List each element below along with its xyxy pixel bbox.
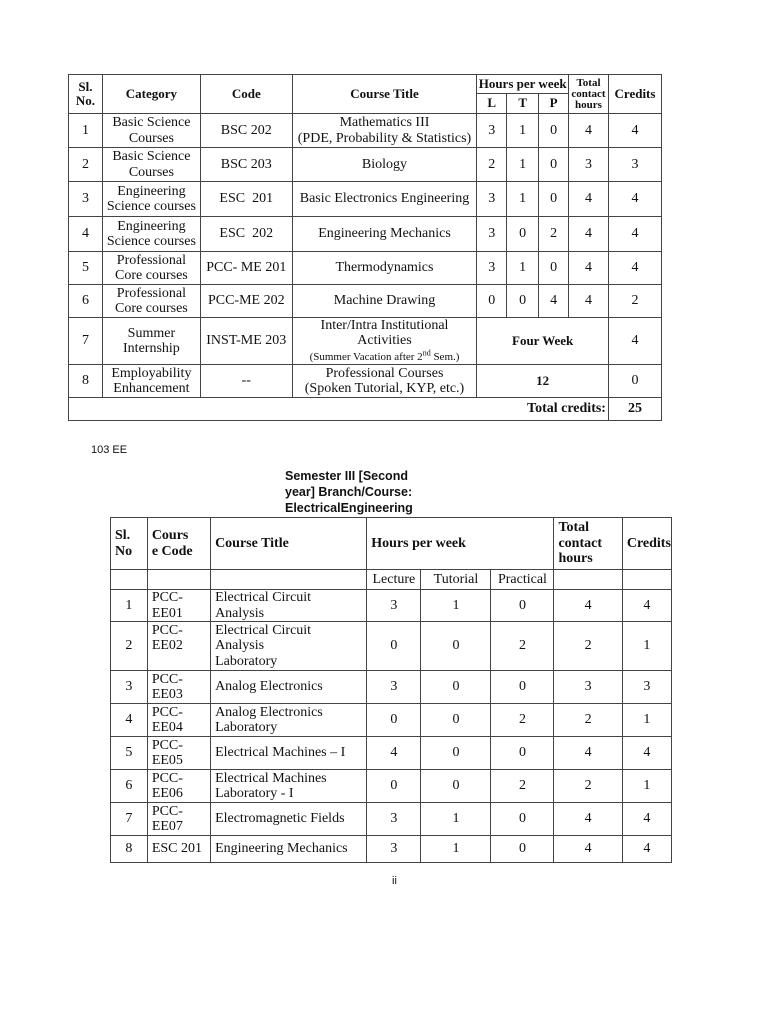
cell-l: 0 (477, 285, 507, 318)
cell-t: 1 (507, 148, 539, 182)
cell-sl: 1 (69, 114, 103, 148)
cell-category: Engineering Science courses (102, 217, 200, 252)
total-credits-label: Total credits: (69, 398, 609, 421)
cell-course-title: Electrical Circuit Analysis (211, 590, 367, 622)
cell-tutorial: 1 (421, 836, 491, 863)
cell-practical: 0 (491, 803, 554, 836)
cell-sl: 7 (111, 803, 148, 836)
cell-credits: 0 (608, 365, 661, 398)
cell-code: ESC 201 (200, 182, 292, 217)
cell-tutorial: 0 (421, 737, 491, 770)
cell-credits: 1 (622, 622, 671, 671)
header-hours-per-week: Hours per week (367, 518, 554, 570)
course-table-electrical (110, 517, 672, 863)
cell-credits: 4 (622, 590, 671, 622)
cell-credits: 4 (622, 803, 671, 836)
cell-p: 2 (539, 217, 569, 252)
cell-practical: 0 (491, 671, 554, 704)
cell-category: Basic Science Courses (102, 114, 200, 148)
header-course-code: Cours e Code (147, 518, 210, 570)
cell-credits: 1 (622, 704, 671, 737)
cell-practical: 0 (491, 836, 554, 863)
cell-sl: 4 (69, 217, 103, 252)
cell-code: ESC 202 (200, 217, 292, 252)
cell-credits: 4 (608, 217, 661, 252)
cell-credits: 4 (608, 182, 661, 217)
cell-course-title: Electromagnetic Fields (211, 803, 367, 836)
table-subheader-row (111, 570, 672, 590)
cell-contact: 2 (554, 622, 622, 671)
cell-lecture: 4 (367, 737, 421, 770)
cell-contact: 3 (569, 148, 609, 182)
header-course-title: Course Title (292, 75, 477, 114)
cell-code: INST-ME 203 (200, 318, 292, 365)
cell-tutorial: 1 (421, 803, 491, 836)
table-row (111, 704, 672, 737)
table-row (69, 148, 662, 182)
cell-credits: 4 (622, 737, 671, 770)
table-row (111, 737, 672, 770)
cell-tutorial: 1 (421, 590, 491, 622)
cell-course-title: Analog Electronics Laboratory (211, 704, 367, 737)
cell-t: 1 (507, 114, 539, 148)
cell-tutorial: 0 (421, 671, 491, 704)
cell-credits: 2 (608, 285, 661, 318)
table-row (69, 318, 662, 365)
header-hours-per-week: Hours per week (477, 75, 569, 94)
cell-code: BSC 202 (200, 114, 292, 148)
cell-contact: 4 (569, 182, 609, 217)
cell-category: Employability Enhancement (102, 365, 200, 398)
cell-code: PCC-ME 202 (200, 285, 292, 318)
page-number: ii (392, 875, 397, 887)
cell-t: 0 (507, 217, 539, 252)
cell-p: 0 (539, 182, 569, 217)
cell-sl: 3 (69, 182, 103, 217)
cell-credits: 3 (608, 148, 661, 182)
cell-course-code: PCC- EE05 (147, 737, 210, 770)
cell-code: -- (200, 365, 292, 398)
cell-tutorial: 0 (421, 704, 491, 737)
table-row (111, 590, 672, 622)
header-credits: Credits (608, 75, 661, 114)
cell-credits: 4 (608, 318, 661, 365)
cell-sl: 8 (69, 365, 103, 398)
header-t: T (507, 94, 539, 114)
cell-contact: 4 (554, 737, 622, 770)
cell-sl: 5 (111, 737, 148, 770)
cell-course-title: Electrical Circuit Analysis Laboratory (211, 622, 367, 671)
cell-l: 3 (477, 217, 507, 252)
cell-practical: 0 (491, 737, 554, 770)
cell-category: Professional Core courses (102, 285, 200, 318)
cell-credits: 3 (622, 671, 671, 704)
course-table-mechanical (68, 74, 662, 421)
table-row (69, 252, 662, 285)
table-row (69, 285, 662, 318)
cell-l: 2 (477, 148, 507, 182)
cell-contact: 4 (554, 590, 622, 622)
table-row (111, 770, 672, 803)
cell-t: 1 (507, 182, 539, 217)
cell-t: 1 (507, 252, 539, 285)
cell-course-code: PCC- EE01 (147, 590, 210, 622)
cell-course-code: ESC 201 (147, 836, 210, 863)
cell-p: 0 (539, 252, 569, 285)
cell-course-code: PCC- EE07 (147, 803, 210, 836)
cell-contact: 4 (554, 803, 622, 836)
cell-p: 0 (539, 148, 569, 182)
cell-contact: 4 (569, 252, 609, 285)
cell-course-title: Mathematics III (PDE, Probability & Statistics) (292, 114, 477, 148)
table-row (111, 671, 672, 704)
header-category: Category (102, 75, 200, 114)
cell-category: Engineering Science courses (102, 182, 200, 217)
cell-l: 3 (477, 182, 507, 217)
cell-p: 4 (539, 285, 569, 318)
cell-category: Summer Internship (102, 318, 200, 365)
cell-p: 0 (539, 114, 569, 148)
cell-course-title: Biology (292, 148, 477, 182)
table-row (111, 622, 672, 671)
cell-l: 3 (477, 252, 507, 285)
cell-contact: 3 (554, 671, 622, 704)
cell-contact: 4 (569, 285, 609, 318)
cell-code: BSC 203 (200, 148, 292, 182)
table-row (111, 836, 672, 863)
semester-title: Semester III [Second year] Branch/Course: ElectricalEngineering (285, 469, 413, 515)
cell-code: PCC- ME 201 (200, 252, 292, 285)
cell-practical: 0 (491, 590, 554, 622)
cell-course-title: Engineering Mechanics (292, 217, 477, 252)
cell-lecture: 3 (367, 803, 421, 836)
cell-sl: 8 (111, 836, 148, 863)
total-credits-value: 25 (608, 398, 661, 421)
cell-sl: 4 (111, 704, 148, 737)
header-lecture: Lecture (367, 570, 421, 590)
cell-sl: 3 (111, 671, 148, 704)
cell-course-code: PCC- EE02 (147, 622, 210, 671)
header-p: P (539, 94, 569, 114)
cell-credits: 4 (608, 252, 661, 285)
table-row (111, 803, 672, 836)
table-row (69, 114, 662, 148)
cell-tutorial: 0 (421, 622, 491, 671)
cell-course-code: PCC- EE06 (147, 770, 210, 803)
cell-course-code: PCC- EE03 (147, 671, 210, 704)
total-row (69, 398, 662, 421)
cell-t: 0 (507, 285, 539, 318)
cell-lecture: 3 (367, 836, 421, 863)
cell-credits: 1 (622, 770, 671, 803)
cell-lecture: 3 (367, 590, 421, 622)
cell-sl: 2 (69, 148, 103, 182)
cell-sl: 6 (111, 770, 148, 803)
cell-sl: 2 (111, 622, 148, 671)
header-tutorial: Tutorial (421, 570, 491, 590)
header-total-contact-hours: Total contact hours (569, 75, 609, 114)
header-l: L (477, 94, 507, 114)
cell-sl: 1 (111, 590, 148, 622)
cell-category: Professional Core courses (102, 252, 200, 285)
cell-course-title: Professional Courses (Spoken Tutorial, KYP, etc.) (292, 365, 477, 398)
cell-contact: 2 (554, 704, 622, 737)
cell-lecture: 0 (367, 622, 421, 671)
header-credits: Credits (622, 518, 671, 570)
cell-l: 3 (477, 114, 507, 148)
cell-practical: 2 (491, 704, 554, 737)
cell-duration: 12 (477, 365, 609, 398)
table-row (69, 365, 662, 398)
cell-credits: 4 (622, 836, 671, 863)
cell-course-title: Electrical Machines – I (211, 737, 367, 770)
cell-category: Basic Science Courses (102, 148, 200, 182)
cell-lecture: 0 (367, 770, 421, 803)
cell-course-title: Thermodynamics (292, 252, 477, 285)
cell-tutorial: 0 (421, 770, 491, 803)
cell-course-title: Analog Electronics (211, 671, 367, 704)
cell-course-title: Electrical Machines Laboratory - I (211, 770, 367, 803)
cell-sl: 6 (69, 285, 103, 318)
cell-duration: Four Week (477, 318, 609, 365)
cell-course-code: PCC- EE04 (147, 704, 210, 737)
cell-lecture: 3 (367, 671, 421, 704)
cell-course-title: Machine Drawing (292, 285, 477, 318)
header-course-title: Course Title (211, 518, 367, 570)
table-header-row (69, 75, 662, 94)
cell-lecture: 0 (367, 704, 421, 737)
cell-contact: 4 (569, 217, 609, 252)
section-label: 103 EE (91, 444, 128, 456)
table-header-row (111, 518, 672, 570)
cell-credits: 4 (608, 114, 661, 148)
cell-contact: 4 (569, 114, 609, 148)
header-sl-no: Sl. No. (69, 75, 103, 114)
cell-practical: 2 (491, 770, 554, 803)
cell-sl: 5 (69, 252, 103, 285)
header-total-contact-hours: Total contact hours (554, 518, 622, 570)
header-code: Code (200, 75, 292, 114)
cell-course-title: Basic Electronics Engineering (292, 182, 477, 217)
header-practical: Practical (491, 570, 554, 590)
cell-contact: 2 (554, 770, 622, 803)
table-row (69, 182, 662, 217)
cell-sl: 7 (69, 318, 103, 365)
header-sl-no: Sl. No (111, 518, 148, 570)
cell-course-title: Inter/Intra Institutional Activities (Summer Vacation after 2nd Sem.) (292, 318, 477, 365)
cell-contact: 4 (554, 836, 622, 863)
cell-practical: 2 (491, 622, 554, 671)
cell-course-title: Engineering Mechanics (211, 836, 367, 863)
table-row (69, 217, 662, 252)
